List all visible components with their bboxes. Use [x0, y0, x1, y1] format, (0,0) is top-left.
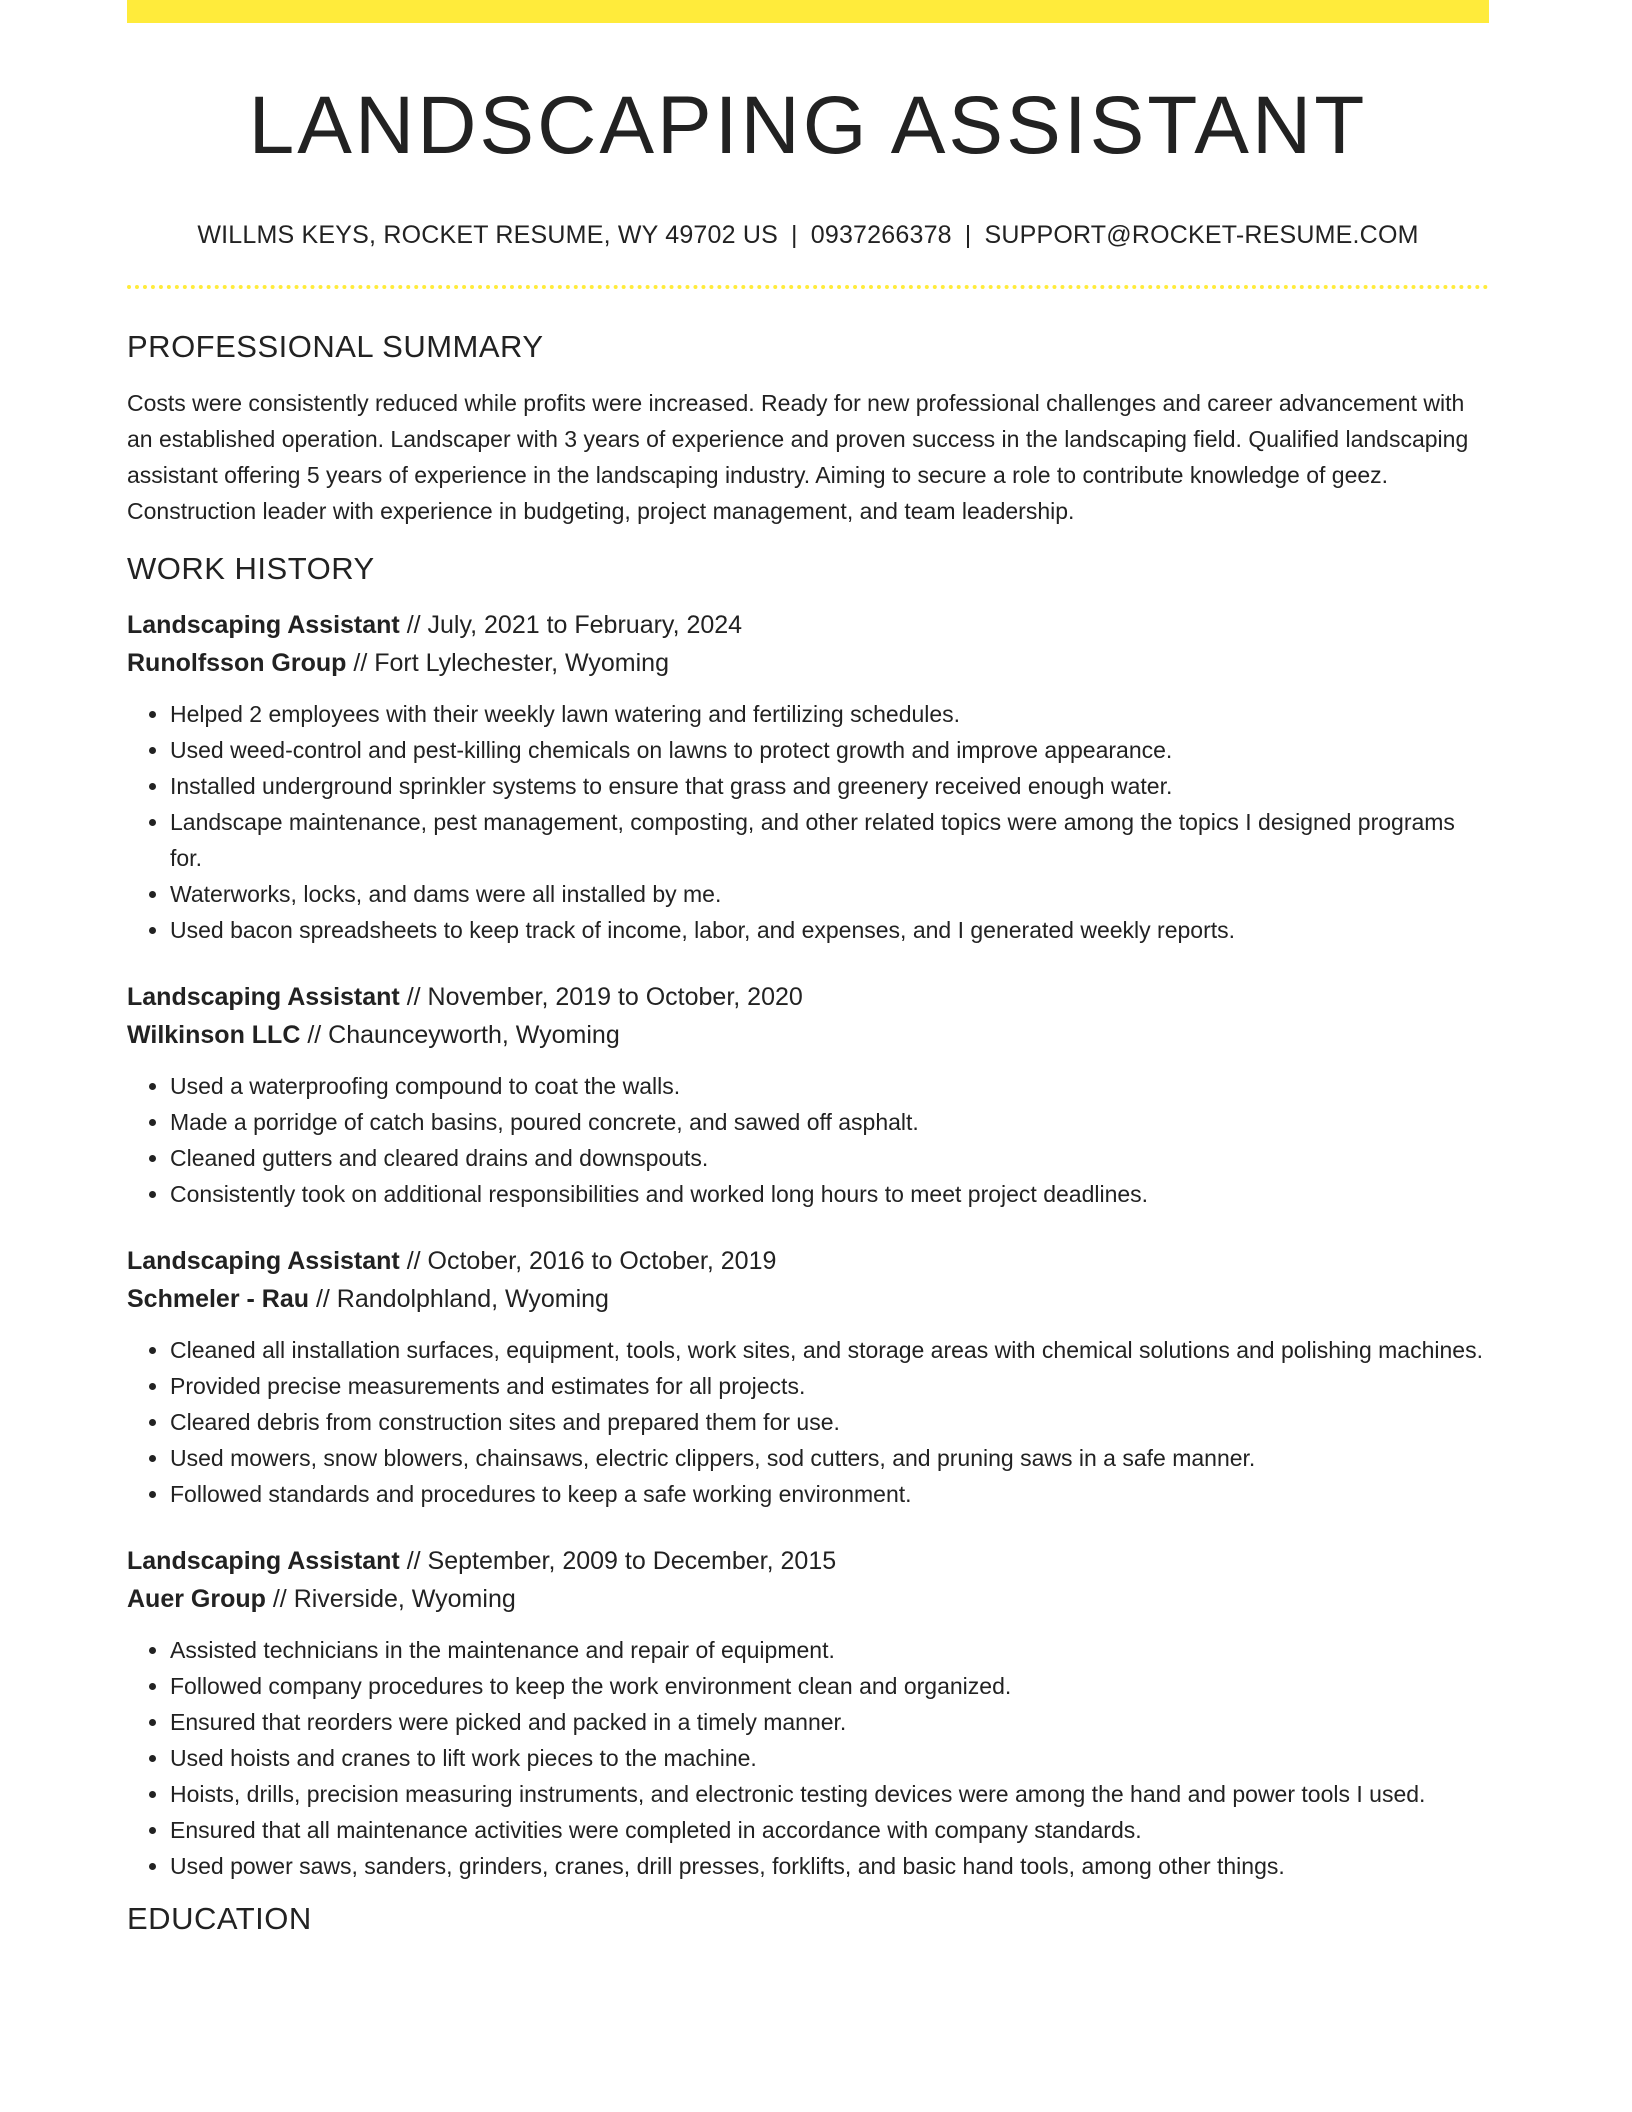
- job-location: // Riverside, Wyoming: [265, 1585, 516, 1613]
- job-entry: [127, 978, 1489, 1212]
- job-bullet: • Hoists, drills, precision measuring instruments, and electronic testing devices were among the hand and power tools I used.: [170, 1776, 1489, 1812]
- job-bullet: • Helped 2 employees with their weekly lawn watering and fertilizing schedules.: [170, 696, 1489, 732]
- job-company-line: [127, 644, 1489, 682]
- job-title: Landscaping Assistant: [127, 611, 400, 639]
- job-bullet: • Used mowers, snow blowers, chainsaws, electric clippers, sod cutters, and pruning saws in a safe manner.: [170, 1440, 1489, 1476]
- job-bullet: • Used power saws, sanders, grinders, cranes, drill presses, forklifts, and basic hand tools, among other things.: [170, 1848, 1489, 1884]
- work-history-list: [127, 606, 1489, 1884]
- job-bullet: • Cleaned gutters and cleared drains and downspouts.: [170, 1140, 1489, 1176]
- job-company-line: [127, 1280, 1489, 1318]
- job-bullet: • Assisted technicians in the maintenance and repair of equipment.: [170, 1632, 1489, 1668]
- job-bullet: • Ensured that reorders were picked and packed in a timely manner.: [170, 1704, 1489, 1740]
- job-company: Schmeler - Rau: [127, 1285, 310, 1313]
- job-entry: [127, 606, 1489, 948]
- job-bullet: • Used hoists and cranes to lift work pieces to the machine.: [170, 1740, 1489, 1776]
- job-bullet: • Cleared debris from construction sites and prepared them for use.: [170, 1404, 1489, 1440]
- job-company: Runolfsson Group: [127, 649, 347, 677]
- job-bullet-list: [127, 1632, 1489, 1884]
- job-entry: [127, 1542, 1489, 1884]
- job-location: // Randolphland, Wyoming: [309, 1285, 609, 1313]
- contact-address: WILLMS KEYS, ROCKET RESUME, WY 49702 US: [197, 221, 779, 249]
- job-bullet: • Followed standards and procedures to keep a safe working environment.: [170, 1476, 1489, 1512]
- resume-title: LANDSCAPING ASSISTANT: [248, 80, 1368, 171]
- job-company-line: [127, 1016, 1489, 1054]
- job-title: Landscaping Assistant: [127, 1547, 400, 1575]
- work-history-heading: WORK HISTORY: [127, 551, 375, 586]
- job-bullet: • Landscape maintenance, pest management, composting, and other related topics were among the topics I designed programs for.: [170, 804, 1489, 876]
- job-bullet: • Made a porridge of catch basins, poured concrete, and sawed off asphalt.: [170, 1104, 1489, 1140]
- job-bullet: • Used a waterproofing compound to coat the walls.: [170, 1068, 1489, 1104]
- job-title-line: [127, 1242, 1489, 1280]
- job-bullet: • Installed underground sprinkler systems to ensure that grass and greenery received enough water.: [170, 768, 1489, 804]
- job-title: Landscaping Assistant: [127, 983, 400, 1011]
- job-bullet: • Used weed-control and pest-killing chemicals on lawns to protect growth and improve appearance.: [170, 732, 1489, 768]
- contact-line: [127, 223, 1489, 248]
- job-company: Auer Group: [127, 1585, 266, 1613]
- job-company: Wilkinson LLC: [127, 1021, 301, 1049]
- job-title-line: [127, 1542, 1489, 1580]
- job-bullet: • Cleaned all installation surfaces, equipment, tools, work sites, and storage areas with chemical solutions and polishing machines.: [170, 1332, 1489, 1368]
- job-bullet: • Consistently took on additional responsibilities and worked long hours to meet project deadlines.: [170, 1176, 1489, 1212]
- job-location: // Chaunceyworth, Wyoming: [300, 1021, 620, 1049]
- education-heading: EDUCATION: [127, 1901, 312, 1936]
- job-title: Landscaping Assistant: [127, 1247, 400, 1275]
- contact-email: SUPPORT@ROCKET-RESUME.COM: [984, 221, 1419, 249]
- job-bullet: • Used bacon spreadsheets to keep track of income, labor, and expenses, and I generated weekly reports.: [170, 912, 1489, 948]
- dotted-divider: [127, 285, 1489, 289]
- resume-page: [127, 0, 1489, 1934]
- job-title-line: [127, 606, 1489, 644]
- job-dates: // July, 2021 to February, 2024: [399, 611, 743, 639]
- job-title-line: [127, 978, 1489, 1016]
- job-entry: [127, 1242, 1489, 1512]
- job-bullet-list: [127, 696, 1489, 948]
- contact-separator: |: [791, 221, 798, 249]
- job-company-line: [127, 1580, 1489, 1618]
- job-dates: // October, 2016 to October, 2019: [399, 1247, 777, 1275]
- contact-phone: 0937266378: [810, 221, 952, 249]
- job-dates: // November, 2019 to October, 2020: [399, 983, 803, 1011]
- job-bullet: • Provided precise measurements and estimates for all projects.: [170, 1368, 1489, 1404]
- job-bullet: • Followed company procedures to keep the work environment clean and organized.: [170, 1668, 1489, 1704]
- contact-separator: |: [964, 221, 972, 249]
- job-bullet: • Waterworks, locks, and dams were all installed by me.: [170, 876, 1489, 912]
- summary-heading: PROFESSIONAL SUMMARY: [127, 329, 544, 364]
- job-bullet-list: [127, 1332, 1489, 1512]
- job-bullet: • Ensured that all maintenance activities were completed in accordance with company standards.: [170, 1812, 1489, 1848]
- summary-text: Costs were consistently reduced while profits were increased. Ready for new professional challenges and career advancement with an established operation. Landscaper with 3 years of experience and proven success in the landscaping field. Qualified landscaping assistant offering 5 years of experience in the landscaping industry. Aiming to secure a role to contribute knowledge of geez. Construction leader with experience in budgeting, project management, and team leadership.: [127, 390, 1469, 524]
- job-dates: // September, 2009 to December, 2015: [399, 1547, 837, 1575]
- job-location: // Fort Lylechester, Wyoming: [346, 649, 669, 677]
- accent-top-bar: [127, 0, 1489, 23]
- job-bullet-list: [127, 1068, 1489, 1212]
